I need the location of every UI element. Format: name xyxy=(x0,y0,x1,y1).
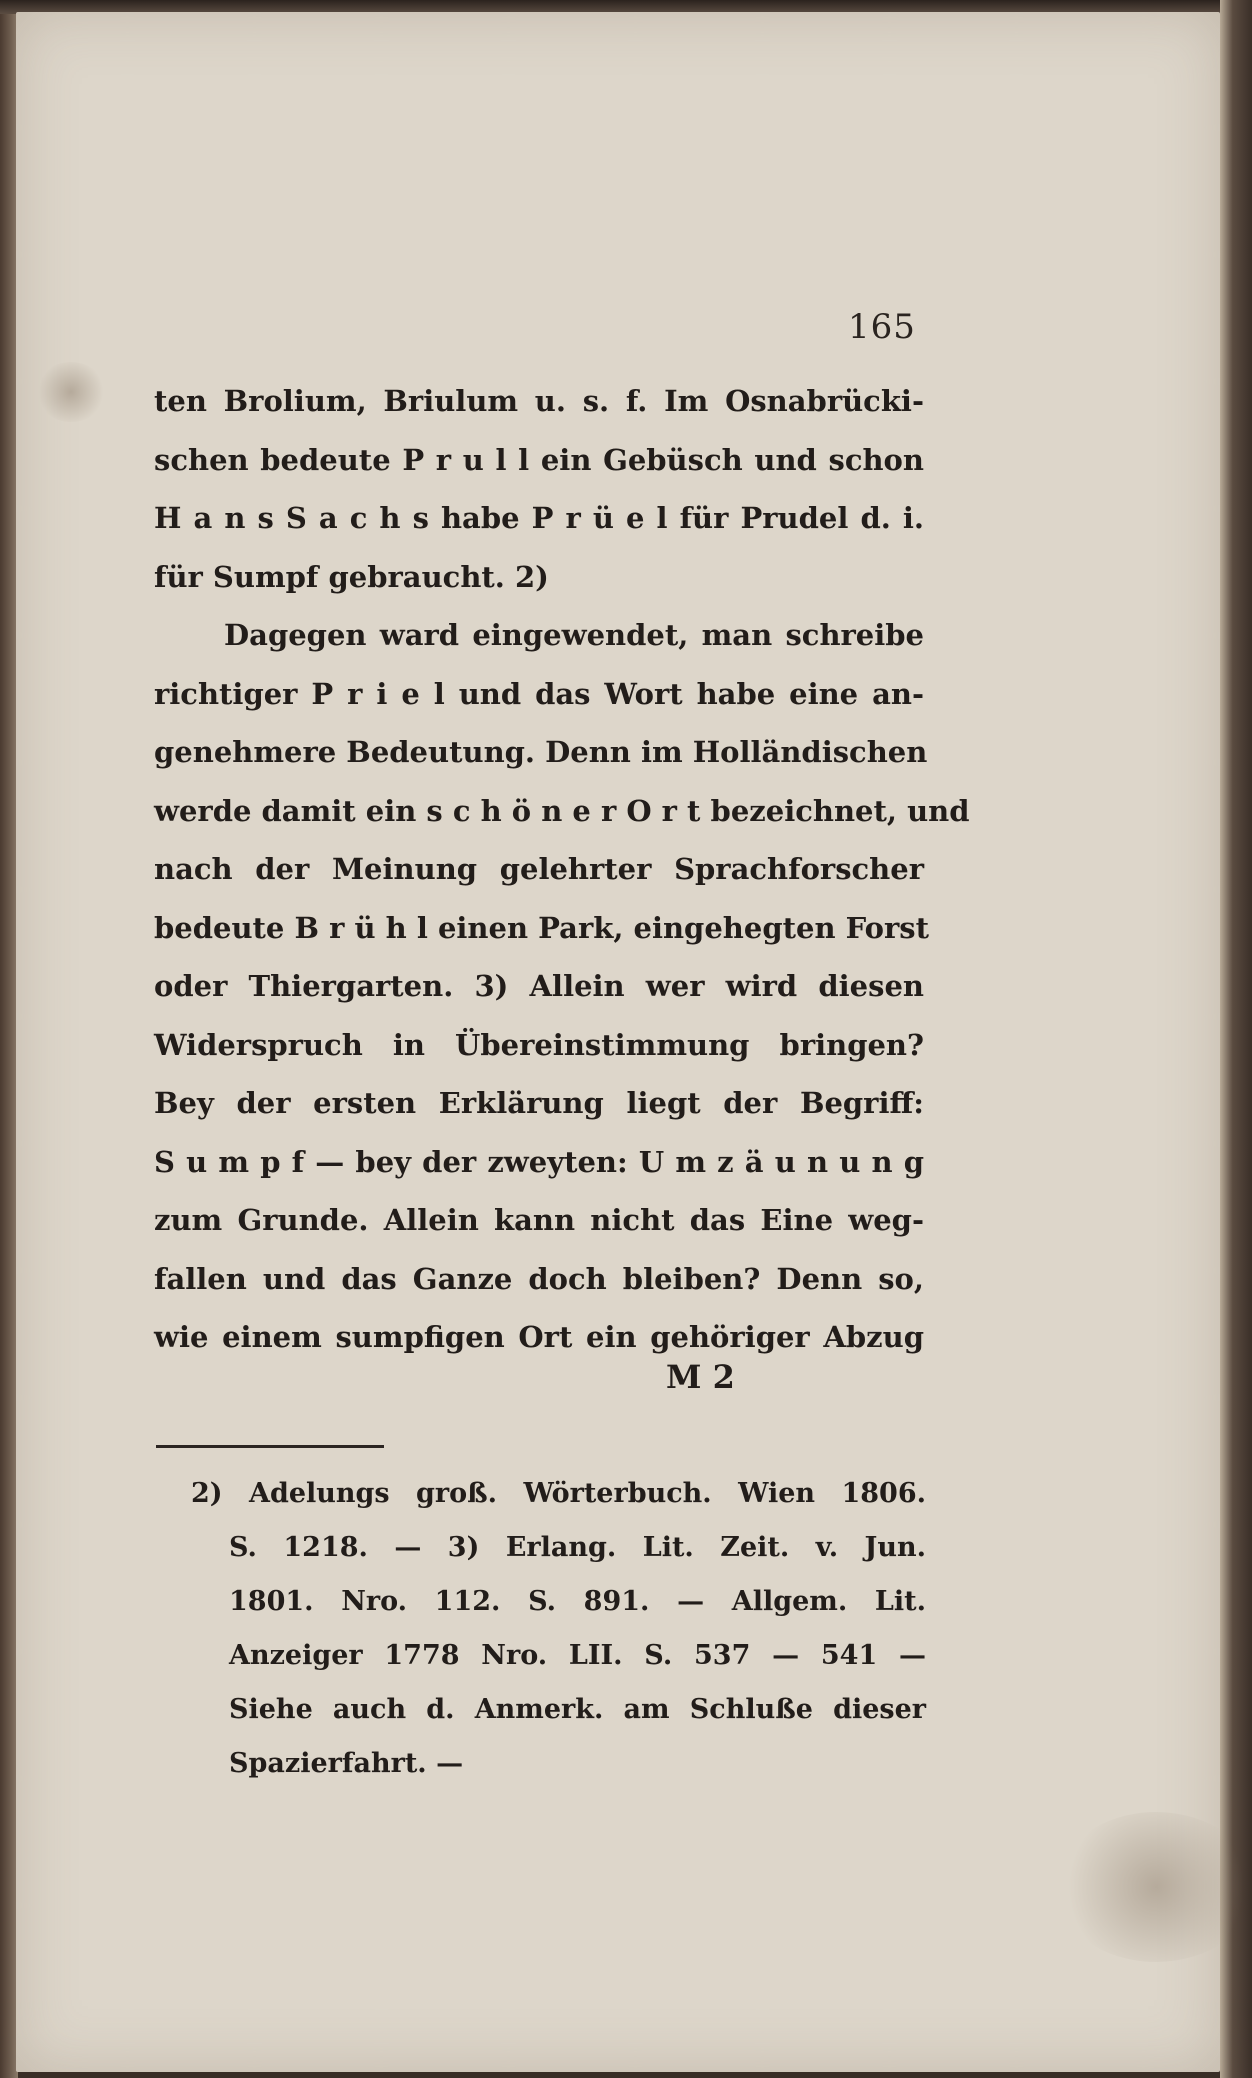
footnote-divider xyxy=(156,1445,384,1448)
printer-signature: M 2 xyxy=(666,1358,735,1396)
text-line: oder Thiergarten. 3) Allein wer wird diesen xyxy=(154,969,924,1003)
paper-stain xyxy=(36,362,106,422)
main-text xyxy=(154,372,970,1367)
text-line: genehmere Bedeutung. Denn im Holländischen xyxy=(154,735,928,769)
footnotes xyxy=(191,1467,926,1791)
text-line: ten Brolium, Briulum u. s. f. Im Osnabrücki- xyxy=(154,384,924,418)
footnote-line: Siehe auch d. Anmerk. am Schluße dieser xyxy=(229,1694,926,1725)
footnote-line: Spazierfahrt. — xyxy=(229,1748,464,1779)
page-number: 165 xyxy=(848,307,916,347)
text-line: schen bedeute P r u l l ein Gebüsch und schon xyxy=(154,442,924,477)
text-line: für Sumpf gebraucht. 2) xyxy=(154,559,549,594)
text-line: werde damit ein s c h ö n e r O r t bezeichnet, und xyxy=(154,793,970,828)
paper-stain xyxy=(1056,1812,1252,1962)
book-page xyxy=(16,12,1220,2072)
text-line: Dagegen ward eingewendet, man schreibe xyxy=(224,618,924,652)
text-line: richtiger P r i e l und das Wort habe eine an- xyxy=(154,676,924,711)
footnote-line: 2) Adelungs groß. Wörterbuch. Wien 1806. xyxy=(191,1478,926,1509)
footnote-line: 1801. Nro. 112. S. 891. — Allgem. Lit. xyxy=(229,1586,926,1617)
text-line: bedeute B r ü h l einen Park, eingehegten Forst xyxy=(154,910,929,945)
text-line: zum Grunde. Allein kann nicht das Eine weg- xyxy=(154,1203,924,1237)
text-line: fallen und das Ganze doch bleiben? Denn so, xyxy=(154,1261,924,1296)
text-line: nach der Meinung gelehrter Sprachforscher xyxy=(154,852,924,886)
footnote-line: Anzeiger 1778 Nro. LII. S. 537 — 541 — xyxy=(229,1640,926,1671)
text-line: wie einem sumpfigen Ort ein gehöriger Abzug xyxy=(154,1320,924,1354)
text-line: Widerspruch in Übereinstimmung bringen? xyxy=(154,1027,924,1062)
text-line: Bey der ersten Erklärung liegt der Begriff: xyxy=(154,1086,924,1120)
text-line: S u m p f — bey der zweyten: U m z ä u n u n g xyxy=(154,1144,924,1179)
footnote-line: S. 1218. — 3) Erlang. Lit. Zeit. v. Jun. xyxy=(229,1532,926,1563)
text-line: H a n s S a c h s habe P r ü e l für Prudel d. i. xyxy=(154,501,924,535)
book-fore-edge xyxy=(1220,0,1252,2078)
